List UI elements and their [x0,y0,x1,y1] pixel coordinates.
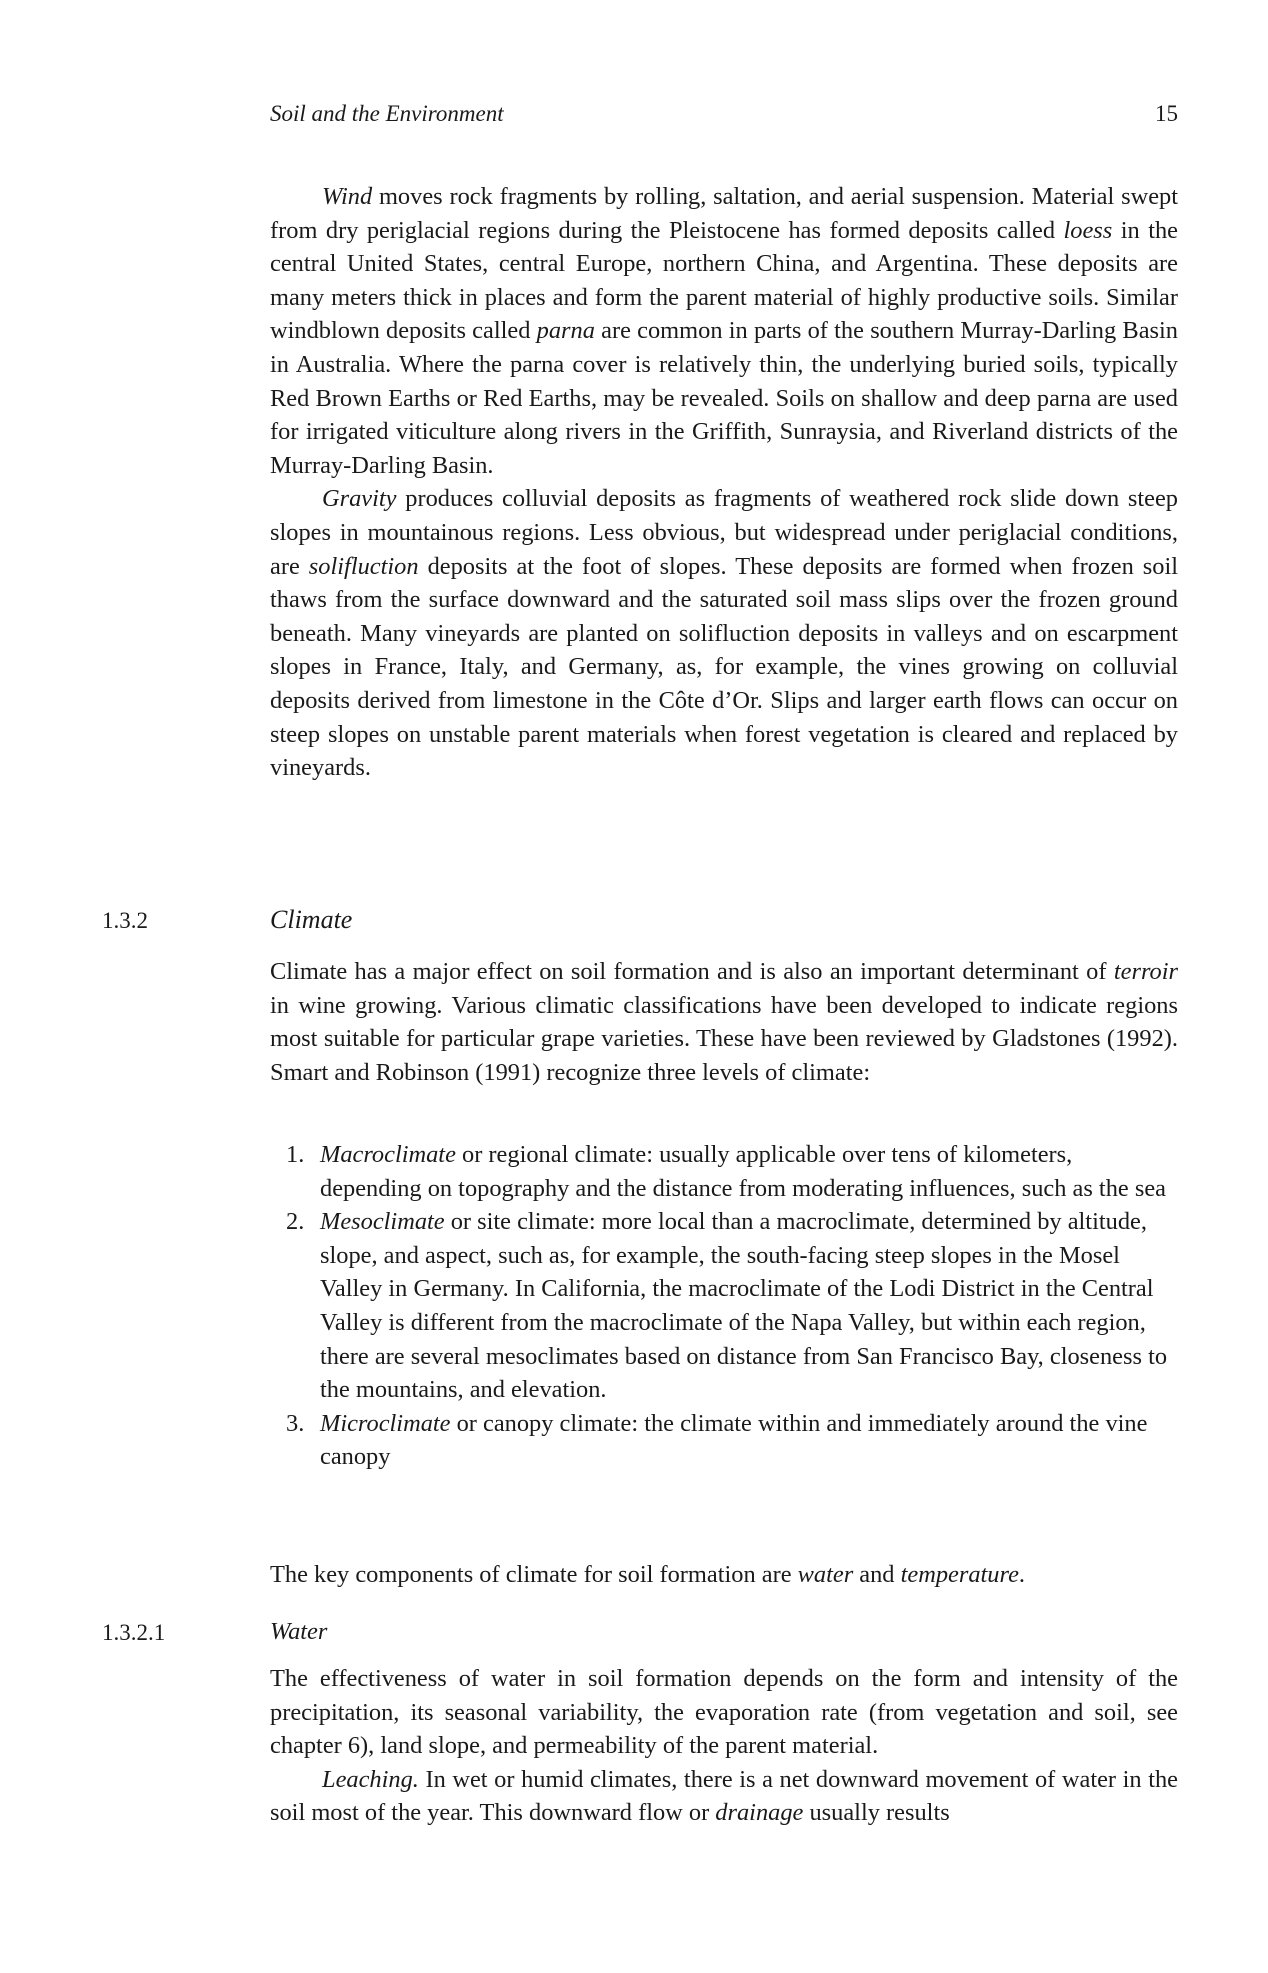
paragraph-leaching [270,1763,1178,1830]
term-temperature: temperature [900,1561,1019,1588]
paragraph-climate-intro [270,955,1178,1089]
term-loess: loess [1063,216,1113,244]
text-span: The key components of climate for soil formation are [270,1561,798,1588]
paragraph-wind [270,180,1178,482]
text-span: are common in parts of the southern Murray-Darling Basin in Australia. Where the parna cover is relatively thin, the underlying buried soils, typically Red Brown Earths or Red Earths, may be revealed. Soils on shallow and deep parna are used for irrigated viticulture along rivers in the Griffith, Sunraysia, and Riverland districts of the Murray-Darling Basin. [270,317,1178,479]
list-item [270,1205,1178,1407]
body-text-water [270,1662,1178,1830]
running-title: Soil and the Environment [270,101,504,126]
list-text: or site climate: more local than a macroclimate, determined by altitude, slope, and aspect, such as, for example, the south-facing steep slopes in the Mosel Valley in Germany. In California, the macroclimate of the Lodi District in the Central Valley is different from the macroclimate of the Napa Valley, but within each region, there are several mesoclimates based on distance from San Francisco Bay, closeness to the mountains, and elevation. [320,1208,1168,1404]
term-terroir: terroir [1113,958,1178,985]
climate-levels-list [270,1138,1178,1474]
text-span: . [1018,1561,1026,1588]
subsection-title-water: Water [270,1618,328,1645]
page-number: 15 [1155,101,1178,126]
text-span: moves rock fragments by rolling, saltation, and aerial suspension. Material swept from dry periglacial regions during the Pleistocene has formed deposits called [270,183,1178,244]
paragraph-water-effectiveness: The effectiveness of water in soil formation depends on the form and intensity of the precipitation, its seasonal variability, the evaporation rate (from vegetation and soil, see chapter 6), land slope, and permeability of the parent material. [270,1665,1178,1760]
text-span: in wine growing. Various climatic classifications have been developed to indicate regions most suitable for particular grape varieties. These have been reviewed by Gladstones (1992). Smart and Robinson (1991) recognize three levels of climate: [270,991,1178,1086]
list-term: Macroclimate [320,1141,456,1168]
list-term: Mesoclimate [320,1208,445,1236]
body-text-top [270,180,1178,785]
text-span: produces colluvial deposits as fragments of weathered rock slide down steep slopes in mountainous regions. Less obvious, but widespread under periglacial conditions, are [270,485,1178,580]
term-water: water [797,1561,854,1588]
section-number: 1.3.2 [102,908,148,933]
list-marker: 2. [286,1208,305,1236]
list-marker: 3. [286,1409,305,1437]
text-span: deposits at the foot of slopes. These deposits are formed when frozen soil thaws from the surface downward and the saturated soil mass slips over the frozen ground beneath. Many vineyards are planted on solifluction deposits in valleys and on escarpment slopes in France, Italy, and Germany, as, for example, the vines growing on colluvial deposits derived from limestone in the Côte d’Or. Slips and larger earth flows can occur on steep slopes on unstable parent materials when forest vegetation is cleared and replaced by vineyards. [270,552,1179,782]
text-span: In wet or humid climates, there is a net downward movement of water in the soil most of the year. This downward flow or [270,1765,1178,1827]
term-leaching: Leaching. [322,1765,419,1793]
term-gravity: Gravity [322,485,397,513]
text-span: usually results [803,1799,950,1827]
paragraph [270,1558,1178,1592]
list-text: or canopy climate: the climate within and immediately around the vine canopy [320,1409,1148,1471]
subsection-number: 1.3.2.1 [102,1620,166,1645]
paragraph-gravity [270,482,1178,784]
text-span: in the central United States, central Europe, northern China, and Argentina. These deposits are many meters thick in places and form the parent material of highly productive soils. Similar windblown deposits called [270,216,1179,345]
list-item [270,1407,1178,1474]
term-parna: parna [536,317,595,345]
term-wind: Wind [322,183,373,210]
list-term: Microclimate [320,1409,451,1437]
paragraph [270,955,1178,1089]
list-marker: 1. [286,1141,305,1168]
running-head [270,98,1178,130]
list-text: or regional climate: usually applicable over tens of kilometers, depending on topography and the distance from moderating influences, such as the sea [320,1141,1166,1202]
text-span: Climate has a major effect on soil formation and is also an important determinant of [270,958,1114,985]
term-solifluction: solifluction [308,552,419,580]
text-span: and [853,1561,901,1588]
term-drainage: drainage [715,1799,804,1827]
paragraph-key-components [270,1558,1178,1592]
section-title-climate: Climate [270,905,353,934]
list-item [270,1138,1178,1205]
